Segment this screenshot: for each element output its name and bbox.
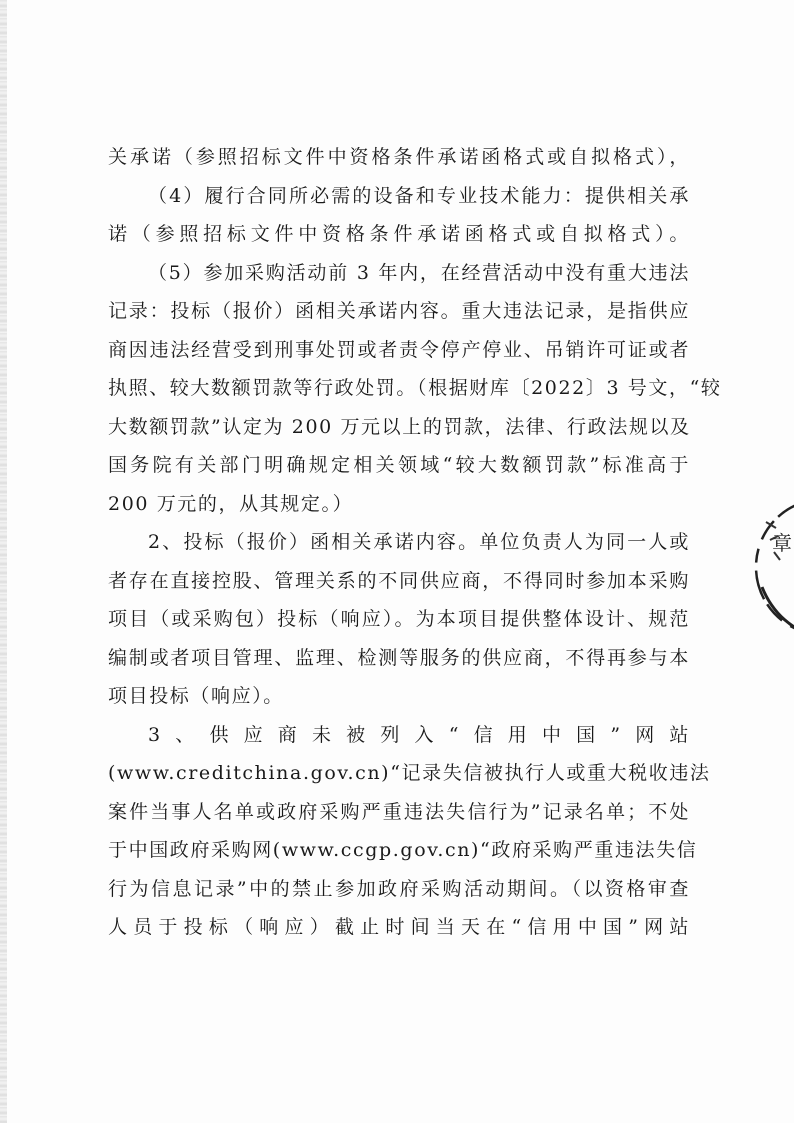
body-line: 人员于投标（响应）截止时间当天在“信用中国”网站 xyxy=(108,916,690,938)
body-line: 执照、较大数额罚款等行政处罚。（根据财库〔2022〕3 号文，“较 xyxy=(108,377,722,399)
body-line: 记录：投标（报价）函相关承诺内容。重大违法记录，是指供应 xyxy=(108,300,690,322)
body-line: 国务院有关部门明确规定相关领域“较大数额罚款”标准高于 xyxy=(108,454,690,476)
body-line: 200 万元的，从其规定。） xyxy=(108,492,354,515)
body-line: （4）履行合同所必需的设备和专业技术能力：提供相关承 xyxy=(148,184,690,207)
body-line: 项目投标（响应）。 xyxy=(108,685,284,707)
body-line: 2、投标（报价）函相关承诺内容。单位负责人为同一人或 xyxy=(148,531,690,553)
body-line: 案件当事人名单或政府采购严重违法失信行为”记录名单；不处 xyxy=(108,800,690,823)
body-line: 者存在直接控股、管理关系的不同供应商，不得同时参加本采购 xyxy=(108,569,690,592)
seal-char: 章 xyxy=(772,531,792,555)
body-line: 于中国政府采购网(www.ccgp.gov.cn)“政府采购严重违法失信 xyxy=(108,839,698,861)
body-line: 关承诺（参照招标文件中资格条件承诺函格式或自拟格式）， xyxy=(108,146,690,168)
document-body xyxy=(108,138,722,947)
body-line: 大数额罚款”认定为 200 万元以上的罚款，法律、行政法规以及 xyxy=(108,415,691,438)
body-line: 商因违法经营受到刑事处罚或者责令停产停业、吊销许可证或者 xyxy=(108,338,690,361)
body-line: (www.creditchina.gov.cn)“记录失信被执行人或重大税收违法 xyxy=(108,762,711,784)
seal-stamp xyxy=(752,492,794,642)
body-line: 3、供应商未被列入“信用中国”网站 xyxy=(148,723,690,746)
body-line: （5）参加采购活动前 3 年内，在经营活动中没有重大违法 xyxy=(148,261,690,284)
body-line: 项目（或采购包）投标（响应）。为本项目提供整体设计、规范 xyxy=(108,608,690,630)
body-line: 诺（参照招标文件中资格条件承诺函格式或自拟格式）。 xyxy=(108,223,690,245)
body-line: 编制或者项目管理、监理、检测等服务的供应商，不得再参与本 xyxy=(108,646,690,669)
body-line: 行为信息记录”中的禁止参加政府采购活动期间。（以资格审查 xyxy=(108,877,690,900)
scan-edge-artifact xyxy=(0,0,7,1123)
